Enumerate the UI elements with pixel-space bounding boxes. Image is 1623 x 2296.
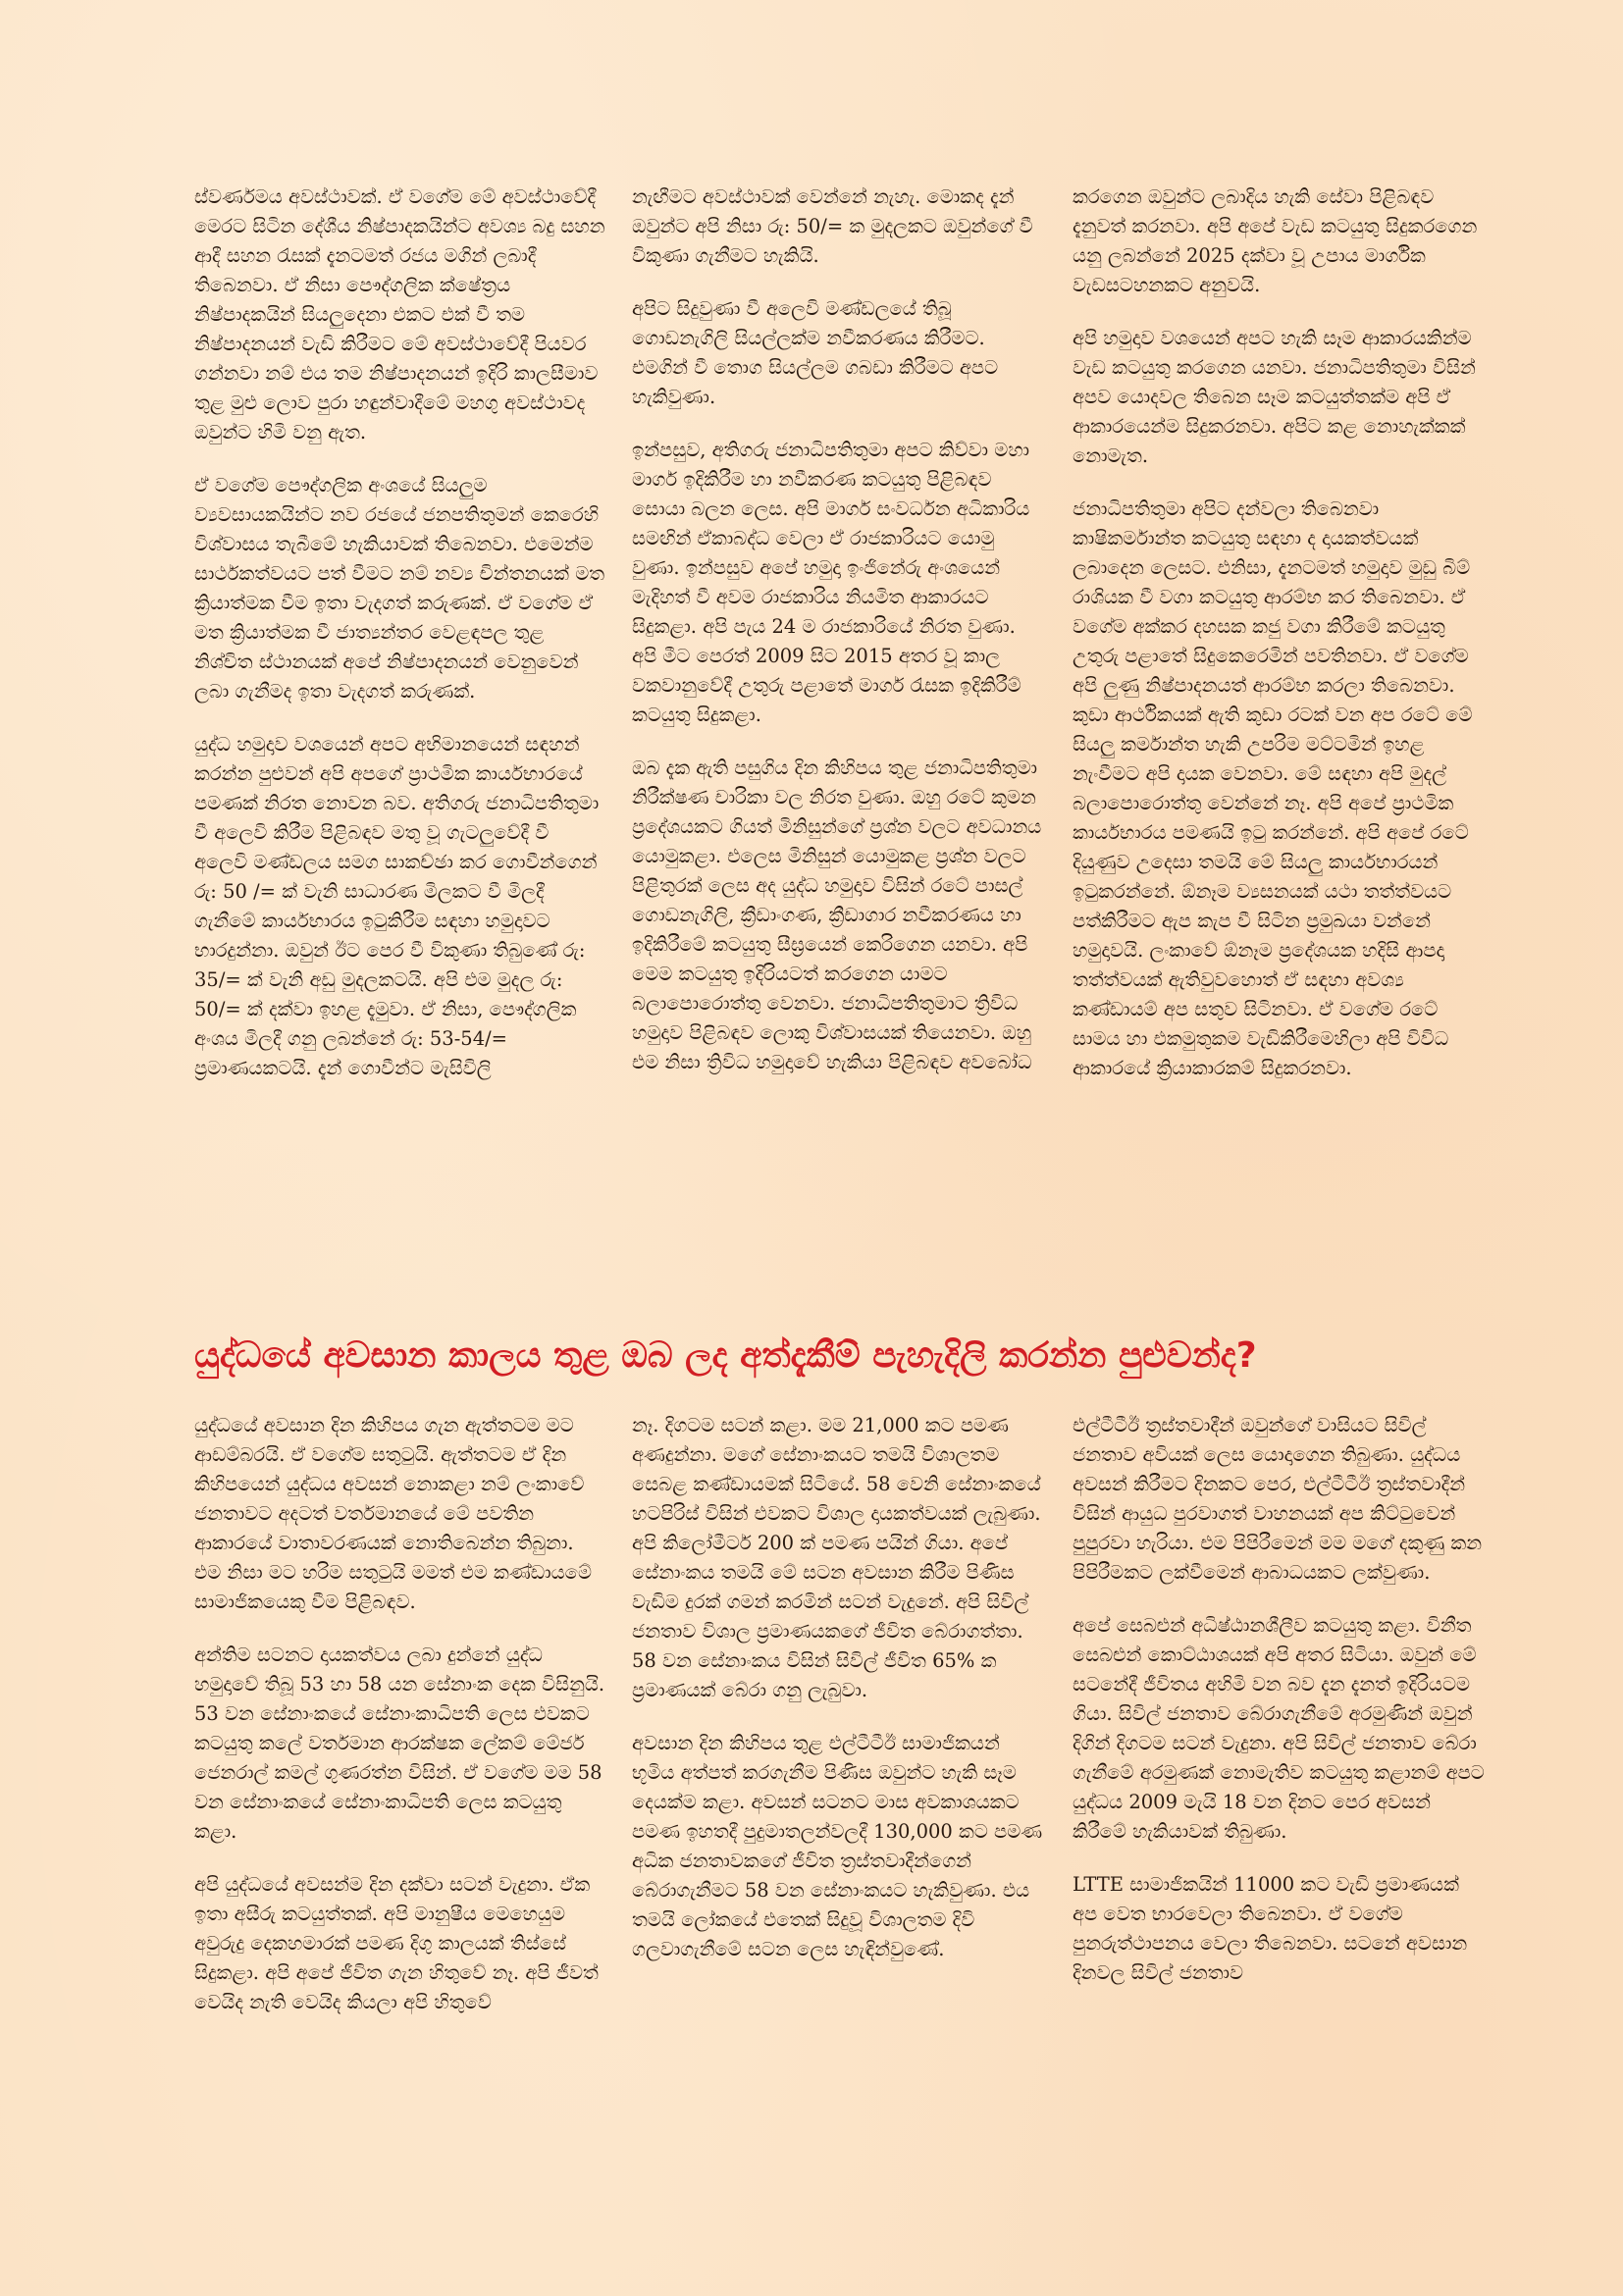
article-column-bottom-right <box>1073 1411 1485 2011</box>
paragraph: ඉන්පසුව, අතිගරු ජනාධිපතිතුමා අපට කිව්වා මහා මාර්ග ඉදිකිරීම හා නවීකරණ කටයුතු පිළිබඳව සොයා බලන ලෙස. අපි මාර්ග සංවර්ධන අධිකාරිය සමඟින් ඒකාබද්ධ වෙලා ඒ රාජකාරියට යොමු වුණා. ඉන්පසුව අපේ හමුදා ඉංජිනේරු අංශයෙන් මැදිහත් වී අවම රාජකාරිය නියමිත ආකාරයට සිදුකළා. අපි පැය 24 ම රාජකාරියේ නිරත වුණා. අපි මීට පෙරත් 2009 සිට 2015 අතර වූ කාල වකවානුවේදී උතුරු පළාතේ මාර්ග රැසක ඉදිකිරීම් කටයුතු සිදුකළා. <box>632 439 1030 726</box>
paragraph: ජනාධිපතිතුමා අපිට දන්වලා තිබෙනවා කාෂිකර්මාන්ත කටයුතු සඳහා ද දායකත්වයක් ලබාදෙන ලෙසට. එනිසා, දැනටමත් හමුදාව මුඩු බිම් රාශියක වී වගා කටයුතු ආරම්භ කර තිබෙනවා. ඒ වගේම අක්කර දහසක කජු වගා කිරීමේ කටයුතු උතුරු පළාතේ සිදුකෙරෙමින් පවතිනවා. ඒ වගේම අපි ලුණු නිෂ්පාදනයත් ආරම්භ කරලා තිබෙනවා. කුඩා ආර්ථිකයක් ඇති කුඩා රටක් වන අප රටේ මේ සියලු කර්මාන්ත හැකි උපරිම මට්ටමින් ඉහළ නැංවීමට අපි දායක වෙනවා. මේ සඳහා අපි මුදල් බලාපොරොත්තු වෙන්නේ නෑ. අපි අපේ ප්‍රාථමික කාර්යභාරය පමණයි ඉටු කරන්නේ. අපි අපේ රටේ දියුණුව උදෙසා තමයි මේ සියලු කාර්යභාරයන් ඉටුකරන්නේ. ඕනෑම ව්‍යසනයක් යථා තත්ත්වයට පත්කිරීමට ඇප කැප වී සිටින ප්‍රමුඛයා වන්නේ හමුදාවයි. ලංකාවේ ඕනෑම ප්‍රදේශයක හදිසි ආපදා තත්ත්වයක් ඇතිවුවහොත් ඒ සඳහා අවශ්‍ය කණ්ඩායම් අප සතුව සිටිනවා. ඒ වගේම රටේ සාමය හා එකමුතුකම වැඩිකිරීමෙහිලා අපි විවිධ ආකාරයේ ක්‍රියාකාරකම් සිදුකරනවා. <box>1073 497 1473 1079</box>
paragraph: ඒ වගේම පෞද්ගලික අංශයේ සියලුම ව්‍යවසායකයින්ට නව රජයේ ජනපතිතුමන් කෙරෙහි විශ්වාසය තැබීමේ හැකියාවක් තිබෙනවා. එමෙන්ම සාර්ථකත්වයට පත් වීමට නම් නව්‍ය චින්තනයක් මත ක්‍රියාත්මක වීම ඉතා වැදගත් කරුණක්. ඒ වගේම ඒ මත ක්‍රියාත්මක වී ජාත්‍යන්තර වෙළඳපල තුළ නිශ්චිත ස්ථානයක් අපේ නිෂ්පාදනයන් වෙනුවෙන් ලබා ගැනීමද ඉතා වැදගත් කරුණක්. <box>194 474 605 703</box>
paragraph: අන්තිම සටනට දායකත්වය ලබා දුන්නේ යුද්ධ හමුදාවේ තිබූ 53 හා 58 යන සේනාංක දෙක විසිනුයි. 53 වන සේනාංකයේ සේනාංකාධිපති ලෙස එවකට කටයුතු කලේ වර්තමාන ආරක්ෂක ලේකම් මේජර් ජෙනරාල් කමල් ගුණරත්න විසින්. ඒ වගේම මම 58 වන සේනාංකයේ සේනාංකාධිපති ලෙස කටයුතු කළා. <box>194 1644 605 1843</box>
paragraph: නෑ. දිගටම සටන් කළා. මම 21,000 කට පමණ අණදුන්නා. මගේ සේනාංකයට තමයි විශාලතම සෙබළ කණ්ඩායමක් සිටියේ. 58 වෙනි සේනාංකයේ හටපිරිස් විසින් එවකට විශාල දායකත්වයක් ලැබුණා. අපි කිලෝමීටර් 200 ක් පමණ පයින් ගියා. අපේ සේනාංකය තමයි මේ සටන අවසාන කිරීම පිණිස වැඩිම දුරක් ගමන් කරමින් සටන් වැදුනේ. අපි සිවිල් ජනතාව විශාල ප්‍රමාණයකගේ ජීවිත බේරාගත්තා. 58 වන සේනාංකය විසින් සිවිල් ජීවිත 65% ක ප්‍රමාණයක් බේරා ගනු ලැබුවා. <box>632 1414 1041 1701</box>
section-heading: යුද්ධයේ අවසාන කාලය තුළ ඔබ ලද අත්දැකීම් පැහැදිලි කරන්න පුළුවන්ද? <box>194 1335 1257 1376</box>
paragraph: ස්වර්ණමය අවස්ථාවක්. ඒ වගේම මේ අවස්ථාවේදී මෙරට සිටින දේශීය නිෂ්පාදකයින්ට අවශ්‍ය බදු සහන ආදී සහන රැසක් දැනටමත් රජය මගින් ලබාදී තිබෙනවා. ඒ නිසා පෞද්ගලික ක්ෂේත්‍රය නිෂ්පාදකයින් සියලුදෙනා එකට එක් වී තම නිෂ්පාදනයන් වැඩි කිරීමට මේ අවස්ථාවේදී පියවර ගන්නවා නම් එය තම නිෂ්පාදනයන් ඉදිරි කාලසීමාව තුළ මුළු ලොව පුරා හඳුන්වාදීමේ මහගු අවස්ථාවද ඔවුන්ට හිමි වනු ඇත. <box>194 185 605 444</box>
paragraph: අපිට සිදුවුණා වී අලෙවි මණ්ඩලයේ තිබූ ගොඩනැගිලි සියල්ලක්ම නවීකරණය කිරීමට. එමගින් වී තොග සියල්ලම ගබඩා කිරීමට අපට හැකිවුණා. <box>632 297 999 408</box>
paragraph: කරගෙන ඔවුන්ට ලබාදිය හැකි සේවා පිළිබඳව දැනුවත් කරනවා. අපි අපේ වැඩ කටයුතු සිදුකරගෙන යනු ලබන්නේ 2025 දක්වා වූ උපාය මාර්ගික වැඩසටහනකට අනුවයි. <box>1073 185 1478 296</box>
article-column-top-right <box>1073 183 1485 1107</box>
article-column-bottom-middle <box>632 1411 1044 1988</box>
article-column-top-left <box>194 183 606 1107</box>
paragraph: අපේ සෙබළුන් අධිෂ්ඨානශීලීව කටයුතු කළා. විනීත සෙබළුන් කොට්ඨාශයක් අපි අතර සිටියා. ඔවුන් මේ සටනේදී ජීවිතය අහිමි වන බව දැන දැනත් ඉදිරියටම ගියා. සිවිල් ජනතාව බේරාගැනීමේ අරමුණින් ඔවුන් දිගින් දිගටම සටන් වැදුනා. අපි සිවිල් ජනතාව බේරා ගැනීමේ අරමුණක් නොමැතිව කටයුතු කළානම් අපට යුද්ධය 2009 මැයි 18 වන දිනට පෙර අවසන් කිරීමේ හැකියාවක් තිබුණා. <box>1073 1614 1485 1843</box>
paragraph: ඔබ දැක ඇති පසුගිය දින කිහිපය තුළ ජනාධිපතිතුමා නිරීක්ෂණ චාරිකා වල නිරත වුණා. ඔහු රටේ කුමන ප්‍රදේශයකට ගියත් මිනිසුන්ගේ ප්‍රශ්න වලට අවධානය යොමුකළා. එලෙස මිනිසුන් යොමුකළ ප්‍රශ්න වලට පිළිතුරක් ලෙස අද යුද්ධ හමුදාව විසින් රටේ පාසල් ගොඩනැගිලි, ක්‍රීඩාංගණ, ක්‍රීඩාගාර නවීකරණය හා ඉදිකිරීමේ කටයුතු සීඝ්‍රයෙන් කෙරිගෙන යනවා. අපි මෙම කටයුතු ඉදිරියටත් කරගෙන යාමට බලාපොරොත්තු වෙනවා. ජනාධිපතිතුමාට ත්‍රිවිධ හමුදාව පිළිබඳව ලොකු විශ්වාසයක් තියෙනවා. ඔහු එම නිසා ත්‍රිවිධ හමුදාවේ හැකියා පිළිබඳව අවබෝධ <box>632 757 1042 1073</box>
paragraph: අපි යුද්ධයේ අවසන්ම දින දක්වා සටන් වැදුනා. ඒක ඉතා අසීරු කටයුත්තක්. අපි මානුෂීය මෙහෙයුම අවුරුදු දෙකහමාරක් පමණ දිගු කාලයක් තිස්සේ සිදුකළා. අපි අපේ ජීවිත ගැන හිතුවේ නෑ. අපි ජීවත් වෙයිද නැති වෙයිද කියලා අපි හිතුවේ <box>194 1873 599 2013</box>
paragraph: අවසාන දින කිහිපය තුළ එල්ටීටීඊ සාමාජිකයන් භූමිය අත්පත් කරගැනීම පිණිස ඔවුන්ට හැකි සෑම දෙයක්ම කළා. අවසන් සටනට මාස අවකාශයකට පමණ ඉහතදී පුදුමාතලන්වලදී 130,000 කට පමණ අධික ජනතාවකගේ ජීවිත ත්‍රස්තවාදීන්ගෙන් බේරාගැනීමට 58 වන සේනාංකයට හැකිවුණා. එය තමයි ලෝකයේ එතෙක් සිදුවූ විශාලතම දිවි ගලවාගැනීමේ සටන ලෙස හැඳින්වුණේ. <box>632 1732 1043 1960</box>
paragraph: එල්ටීටීඊ ත්‍රස්තවාදීන් ඔවුන්ගේ වාසියට සිවිල් ජනතාව අවියක් ලෙස යොදාගෙන තිබුණා. යුද්ධය අවසන් කිරීමට දිනකට පෙර, එල්ටීටීඊ ත්‍රස්තවාදීන් විසින් ආයුධ පුරවාගත් වාහනයක් අප කිට්ටුවෙන් පුපුරවා හැරියා. එම පිපිරීමෙන් මම මගේ දකුණු කන පිපිරීමකට ලක්වීමෙන් ආබාධයකට ලක්වුණා. <box>1073 1414 1483 1584</box>
paragraph: යුද්ධ හමුදාව වශයෙන් අපට අභිමානයෙන් සඳහන් කරන්න පුළුවන් අපි අපගේ ප්‍රාථමික කාර්යභාරයේ පමණක් නිරත නොවන බව. අතිගරු ජනාධිපතිතුමා වී අලෙවි කිරීම පිළිබඳව මතු වූ ගැටලුවේදී වී අලෙවි මණ්ඩලය සමග සාකච්ඡා කර ගොවීන්ගෙන් රු: 50 /= ක් වැනි සාධාරණ මිලකට වී මිලදී ගැනීමේ කාර්යභාරය ඉටුකිරීම සඳහා හමුදාවට භාරදුන්නා. ඔවුන් ඊට පෙර වී විකුණා තිබුණේ රු: 35/= ක් වැනි අඩු මුදලකටයි. අපි එම මුදල රු: 50/= ක් දක්වා ඉහළ දැමුවා. ඒ නිසා, පෞද්ගලික අංශය මිලදී ගනු ලබන්නේ රු: 53-54/= ප්‍රමාණයකටයි. දැන් ගොවීන්ට මැසිවිලි <box>194 733 600 1079</box>
paragraph: යුද්ධයේ අවසාන දින කිහිපය ගැන ඇත්තටම මට ආඩම්බරයි. ඒ වගේම සතුටුයි. ඇත්තටම ඒ දින කිහිපයෙන් යුද්ධය අවසන් නොකළා නම් ලංකාවේ ජනතාවට අදටත් වර්තමානයේ මේ පවතින ආකාරයේ වාතාවරණයක් නොතිබෙන්න තිබුනා. එම නිසා මට හරිම සතුටුයි මමත් එම කණ්ඩායමේ සාමාජිකයෙකු වීම පිළිබඳව. <box>194 1414 592 1613</box>
paragraph: LTTE සාමාජිකයින් 11000 කට වැඩි ප්‍රමාණයක් අප වෙත භාරවෙලා තිබෙනවා. ඒ වගේම පුනරුත්ථාපනය වෙලා තිබෙනවා. සටනේ අවසාන දිනවල සිවිල් ජනතාව <box>1073 1873 1468 1984</box>
article-column-bottom-left <box>194 1411 606 2041</box>
paragraph: නැඟීමට අවස්ථාවක් වෙන්නේ නැහැ. මොකද දැන් ඔවුන්ට අපි නිසා රු: 50/= ක මුදලකට ඔවුන්ගේ වී විකුණා ගැනීමට හැකියි. <box>632 185 1033 267</box>
article-column-top-middle <box>632 183 1044 1101</box>
paragraph: අපි හමුදාව වශයෙන් අපට හැකි සෑම ආකාරයකින්ම වැඩ කටයුතු කරගෙන යනවා. ජනාධිපතිතුමා විසින් අපව යොදවල තිබෙන සෑම කටයුත්තක්ම අපි ඒ ආකාරයෙන්ම සිදුකරනවා. අපිට කළ නොහැක්කක් නොමැත. <box>1073 327 1476 467</box>
